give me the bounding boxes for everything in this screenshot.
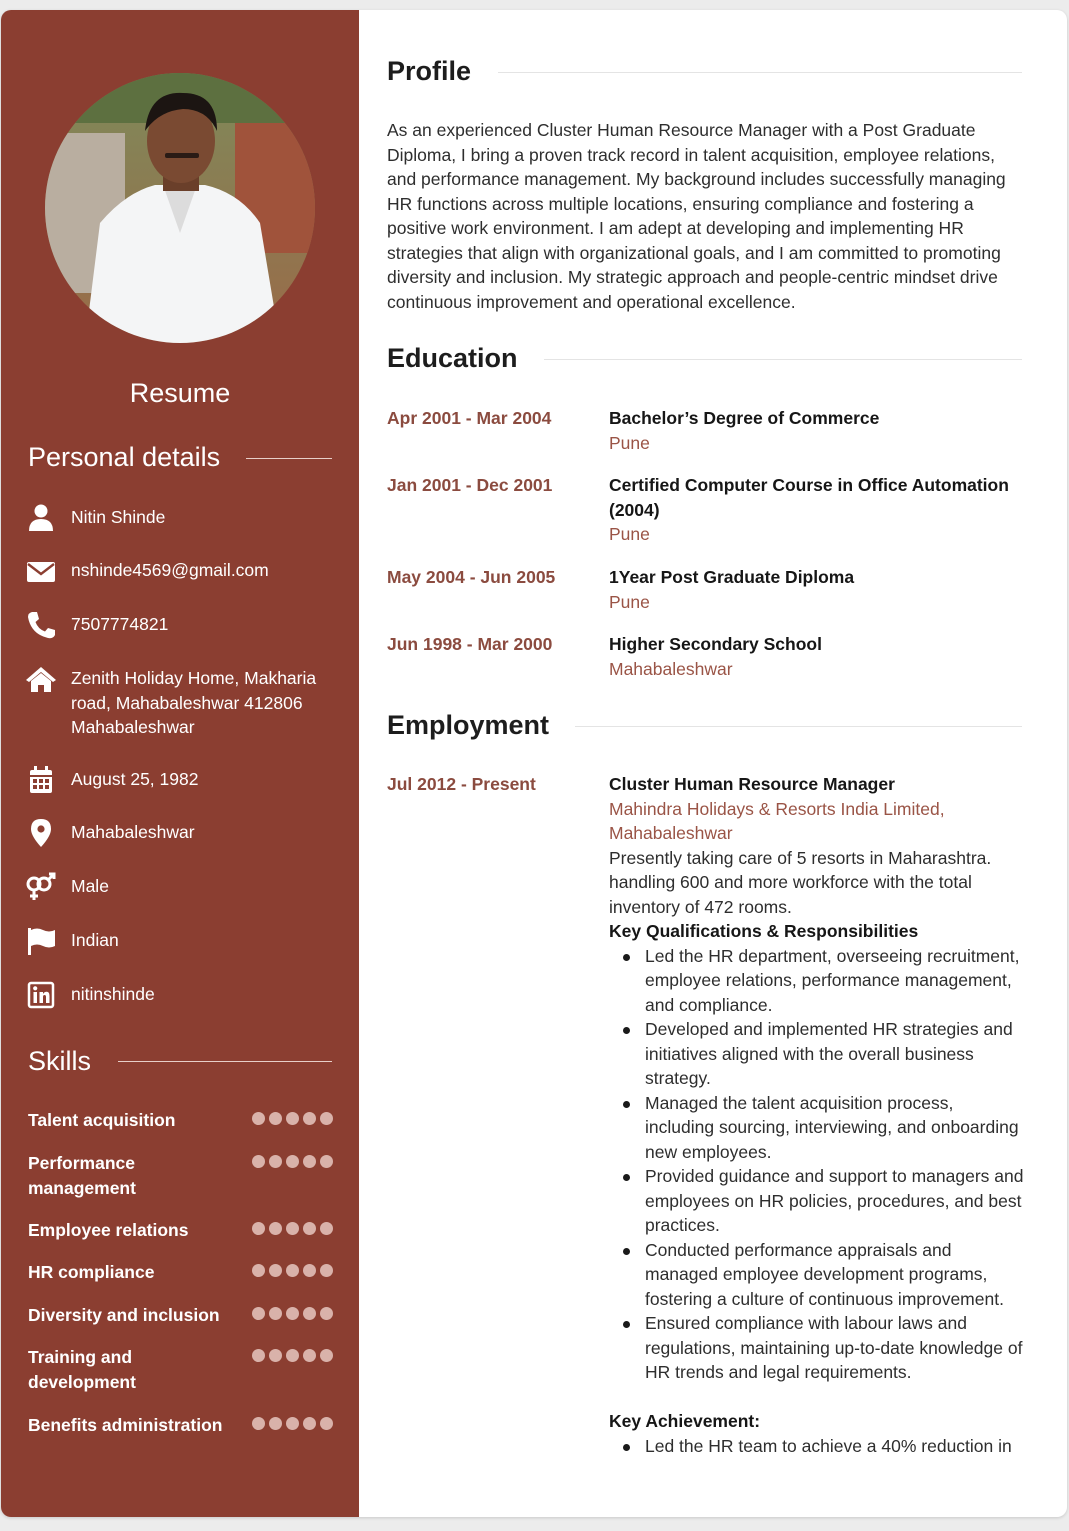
resume-label: Resume bbox=[129, 378, 231, 408]
linkedin-icon bbox=[25, 980, 57, 1010]
employment-date: Jul 2012 - Present bbox=[387, 774, 536, 794]
skill-name: Talent acquisition bbox=[28, 1110, 176, 1130]
personal-location-text: Mahabaleshwar bbox=[71, 822, 195, 842]
profile-heading: Profile bbox=[387, 56, 472, 86]
skill-dot bbox=[286, 1112, 299, 1125]
profile-photo bbox=[45, 73, 315, 343]
skill-dot bbox=[286, 1264, 299, 1277]
list-item: Led the HR department, overseeing recruitment, employee relations, performance management, and compliance. bbox=[645, 944, 1027, 1018]
education-title: 1Year Post Graduate Diploma bbox=[609, 567, 855, 587]
skill-dot bbox=[252, 1112, 265, 1125]
skill-rating bbox=[252, 1155, 333, 1168]
skill-dot bbox=[303, 1417, 316, 1430]
skills-rule bbox=[118, 1061, 332, 1062]
skills-heading: Skills bbox=[28, 1046, 92, 1076]
skill-dot bbox=[286, 1417, 299, 1430]
list-item: Managed the talent acquisition process, including sourcing, interviewing, and onboarding new employees. bbox=[645, 1091, 1027, 1165]
education-heading: Education bbox=[387, 343, 518, 373]
skill-item bbox=[28, 1345, 336, 1394]
skill-dot bbox=[303, 1349, 316, 1362]
employment-title: Cluster Human Resource Manager bbox=[609, 774, 895, 794]
list-item: Conducted performance appraisals and managed employee development programs, fostering a culture of continuous improvement. bbox=[645, 1238, 1027, 1312]
education-rule bbox=[544, 359, 1022, 360]
skill-name: Performance management bbox=[28, 1153, 136, 1198]
personal-linkedin-text[interactable]: nitinshinde bbox=[71, 984, 155, 1004]
personal-email-text[interactable]: nshinde4569@gmail.com bbox=[71, 560, 269, 580]
skill-item bbox=[28, 1218, 336, 1243]
skill-dot bbox=[320, 1264, 333, 1277]
skill-dot bbox=[269, 1417, 282, 1430]
personal-details-heading: Personal details bbox=[28, 442, 221, 472]
skill-dot bbox=[269, 1349, 282, 1362]
flag-icon bbox=[25, 926, 57, 956]
skill-dot bbox=[252, 1264, 265, 1277]
skill-dot bbox=[252, 1349, 265, 1362]
list-item: Provided guidance and support to managers and employees on HR policies, procedures, and best practices. bbox=[645, 1164, 1027, 1238]
skill-dot bbox=[286, 1349, 299, 1362]
skill-dot bbox=[320, 1349, 333, 1362]
profile-rule bbox=[498, 72, 1022, 73]
list-item: Developed and implemented HR strategies and initiatives aligned with the overall business strategy. bbox=[645, 1017, 1027, 1091]
personal-address-text: Zenith Holiday Home, Makharia road, Mahabaleshwar 412806 Mahabaleshwar bbox=[71, 668, 317, 737]
skill-item bbox=[28, 1260, 336, 1285]
education-place: Pune bbox=[609, 524, 650, 544]
education-entry bbox=[609, 632, 1027, 681]
education-title: Certified Computer Course in Office Automation (2004) bbox=[609, 475, 1009, 520]
personal-details-rule bbox=[246, 458, 332, 459]
education-entry bbox=[609, 565, 1027, 614]
skill-rating bbox=[252, 1112, 333, 1125]
skill-name: Training and development bbox=[28, 1347, 136, 1392]
skill-dot bbox=[252, 1155, 265, 1168]
skill-dot bbox=[320, 1112, 333, 1125]
skill-dot bbox=[269, 1264, 282, 1277]
envelope-icon bbox=[25, 556, 57, 586]
skill-rating bbox=[252, 1264, 333, 1277]
skill-dot bbox=[269, 1155, 282, 1168]
resume-page bbox=[1, 10, 1067, 1517]
skill-dot bbox=[252, 1307, 265, 1320]
person-icon bbox=[25, 503, 57, 533]
skill-dot bbox=[252, 1222, 265, 1235]
home-icon bbox=[25, 664, 57, 694]
phone-icon bbox=[25, 610, 57, 640]
skill-dot bbox=[320, 1417, 333, 1430]
skill-name: Diversity and inclusion bbox=[28, 1305, 220, 1325]
responsibilities-heading: Key Qualifications & Responsibilities bbox=[609, 921, 919, 941]
skill-item bbox=[28, 1303, 336, 1328]
employment-rule bbox=[575, 726, 1022, 727]
achievement-heading: Key Achievement: bbox=[609, 1411, 761, 1431]
skill-dot bbox=[252, 1417, 265, 1430]
personal-gender-text: Male bbox=[71, 876, 109, 896]
skill-rating bbox=[252, 1222, 333, 1235]
gender-icon bbox=[25, 872, 57, 902]
list-item: Ensured compliance with labour laws and regulations, maintaining up-to-date knowledge of HR trends and legal requirements. bbox=[645, 1311, 1027, 1385]
skill-dot bbox=[269, 1112, 282, 1125]
personal-nationality-text: Indian bbox=[71, 930, 119, 950]
sidebar bbox=[1, 10, 359, 1517]
education-entry bbox=[609, 406, 1027, 455]
personal-name-text: Nitin Shinde bbox=[71, 507, 166, 527]
skill-rating bbox=[252, 1349, 333, 1362]
employment-company: Mahindra Holidays & Resorts India Limited, Mahabaleshwar bbox=[609, 798, 945, 843]
skill-item bbox=[28, 1151, 336, 1200]
skill-name: Employee relations bbox=[28, 1220, 189, 1240]
skill-dot bbox=[320, 1222, 333, 1235]
skill-name: HR compliance bbox=[28, 1262, 155, 1282]
education-place: Mahabaleshwar bbox=[609, 658, 733, 679]
skill-dot bbox=[286, 1307, 299, 1320]
skill-dot bbox=[320, 1307, 333, 1320]
profile-text: As an experienced Cluster Human Resource Manager with a Post Graduate Diploma, I bring a proven track record in talent acquisition, employee relations, and performance management. My background includes successfully managing HR functions across multiple locations, ensuring compliance and fostering a positive work environment. I am adept at developing and implementing HR strategies that align with organizational goals, and I am committed to promoting diversity and inclusion. My strategic approach and people-centric mindset drive continuous improvement and operational excellence. bbox=[387, 120, 1006, 312]
main-content bbox=[359, 10, 1067, 1517]
education-title: Bachelor’s Degree of Commerce bbox=[609, 408, 880, 428]
education-date: Jan 2001 - Dec 2001 bbox=[387, 475, 553, 495]
list-item: Led the HR team to achieve a 40% reduction in bbox=[645, 1434, 1027, 1459]
skill-name: Benefits administration bbox=[28, 1415, 223, 1435]
education-entry bbox=[609, 473, 1027, 547]
skill-item bbox=[28, 1108, 336, 1133]
personal-phone-text[interactable]: 7507774821 bbox=[71, 614, 169, 634]
employment-entry bbox=[609, 772, 1027, 1458]
skill-item bbox=[28, 1413, 336, 1438]
education-date: Apr 2001 - Mar 2004 bbox=[387, 408, 552, 428]
skill-dot bbox=[303, 1307, 316, 1320]
skill-dot bbox=[286, 1222, 299, 1235]
achievements-list bbox=[609, 1434, 1027, 1459]
skill-dot bbox=[320, 1155, 333, 1168]
personal-birthdate-text: August 25, 1982 bbox=[71, 769, 199, 789]
education-title: Higher Secondary School bbox=[609, 634, 822, 654]
skill-dot bbox=[269, 1307, 282, 1320]
location-pin-icon bbox=[25, 818, 57, 848]
education-place: Pune bbox=[609, 432, 650, 453]
skill-dot bbox=[303, 1264, 316, 1277]
skill-rating bbox=[252, 1417, 333, 1430]
skill-dot bbox=[269, 1222, 282, 1235]
skill-dot bbox=[303, 1112, 316, 1125]
employment-description: Presently taking care of 5 resorts in Maharashtra. handling 600 and more workforce with the total inventory of 472 rooms. bbox=[609, 847, 992, 917]
employment-heading: Employment bbox=[387, 710, 550, 740]
skill-dot bbox=[303, 1155, 316, 1168]
education-date: Jun 1998 - Mar 2000 bbox=[387, 634, 553, 654]
calendar-icon bbox=[25, 765, 57, 795]
skill-dot bbox=[286, 1155, 299, 1168]
education-place: Pune bbox=[609, 591, 650, 612]
responsibilities-list bbox=[609, 944, 1027, 1385]
skill-dot bbox=[303, 1222, 316, 1235]
education-date: May 2004 - Jun 2005 bbox=[387, 567, 556, 587]
skill-rating bbox=[252, 1307, 333, 1320]
